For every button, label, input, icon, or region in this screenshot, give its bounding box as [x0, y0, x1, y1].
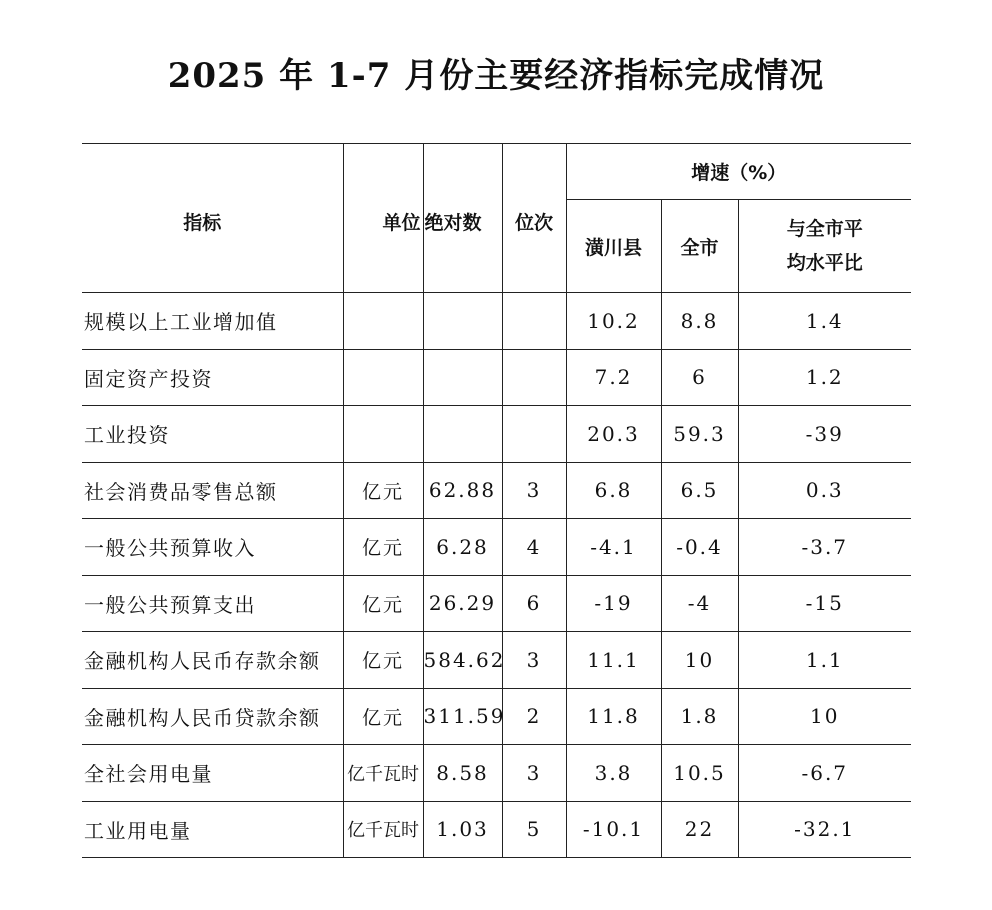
cell-county-growth: 20.3	[566, 406, 661, 463]
cell-city-growth: -4	[661, 575, 738, 632]
cell-absolute: 8.58	[423, 745, 502, 802]
cell-indicator: 一般公共预算支出	[82, 575, 343, 632]
indicators-table	[82, 143, 911, 858]
header-rank: 位次	[502, 144, 566, 293]
cell-absolute	[423, 293, 502, 350]
table-row	[82, 575, 911, 632]
table-row	[82, 293, 911, 350]
cell-city-growth: 10	[661, 632, 738, 689]
cell-indicator: 工业用电量	[82, 801, 343, 858]
table-body	[82, 293, 911, 858]
cell-indicator: 固定资产投资	[82, 349, 343, 406]
cell-county-growth: 11.8	[566, 688, 661, 745]
cell-county-growth: -4.1	[566, 519, 661, 576]
cell-county-growth: 11.1	[566, 632, 661, 689]
table-row	[82, 688, 911, 745]
cell-compare: -39	[738, 406, 911, 463]
cell-absolute: 62.88	[423, 462, 502, 519]
cell-compare: 1.4	[738, 293, 911, 350]
cell-unit: 亿元	[343, 632, 423, 689]
cell-rank: 2	[502, 688, 566, 745]
cell-indicator: 全社会用电量	[82, 745, 343, 802]
cell-unit	[343, 349, 423, 406]
cell-compare: 0.3	[738, 462, 911, 519]
cell-county-growth: 3.8	[566, 745, 661, 802]
cell-indicator: 一般公共预算收入	[82, 519, 343, 576]
cell-absolute: 311.59	[423, 688, 502, 745]
cell-compare: -3.7	[738, 519, 911, 576]
cell-rank	[502, 406, 566, 463]
cell-city-growth: 1.8	[661, 688, 738, 745]
cell-rank: 4	[502, 519, 566, 576]
cell-county-growth: -19	[566, 575, 661, 632]
cell-unit: 亿千瓦时	[343, 801, 423, 858]
cell-indicator: 规模以上工业增加值	[82, 293, 343, 350]
cell-unit: 亿元	[343, 519, 423, 576]
cell-city-growth: 8.8	[661, 293, 738, 350]
cell-city-growth: 10.5	[661, 745, 738, 802]
header-absolute: 绝对数	[423, 144, 502, 293]
header-county: 潢川县	[566, 200, 661, 293]
cell-unit: 亿元	[343, 462, 423, 519]
cell-rank	[502, 293, 566, 350]
cell-city-growth: 59.3	[661, 406, 738, 463]
cell-unit: 亿千瓦时	[343, 745, 423, 802]
cell-indicator: 金融机构人民币贷款余额	[82, 688, 343, 745]
cell-compare: -32.1	[738, 801, 911, 858]
table-row	[82, 462, 911, 519]
cell-absolute: 26.29	[423, 575, 502, 632]
cell-absolute: 1.03	[423, 801, 502, 858]
header-growth: 增速（%）	[566, 144, 911, 200]
cell-city-growth: 22	[661, 801, 738, 858]
cell-indicator: 金融机构人民币存款余额	[82, 632, 343, 689]
header-city: 全市	[661, 200, 738, 293]
cell-city-growth: 6.5	[661, 462, 738, 519]
header-compare	[738, 200, 911, 293]
table-row	[82, 745, 911, 802]
cell-compare: 10	[738, 688, 911, 745]
table-row	[82, 801, 911, 858]
cell-compare: 1.2	[738, 349, 911, 406]
header-compare-line1: 与全市平	[786, 218, 863, 240]
table-row	[82, 406, 911, 463]
cell-city-growth: -0.4	[661, 519, 738, 576]
cell-compare: -15	[738, 575, 911, 632]
page-title: 2025 年 1-7 月份主要经济指标完成情况	[167, 56, 825, 96]
cell-rank: 6	[502, 575, 566, 632]
header-indicator: 指标	[82, 144, 343, 293]
cell-unit	[343, 406, 423, 463]
header-compare-line2: 均水平比	[786, 252, 863, 274]
cell-rank: 3	[502, 462, 566, 519]
cell-indicator: 社会消费品零售总额	[82, 462, 343, 519]
cell-city-growth: 6	[661, 349, 738, 406]
cell-unit	[343, 293, 423, 350]
cell-county-growth: 10.2	[566, 293, 661, 350]
cell-unit: 亿元	[343, 688, 423, 745]
cell-absolute	[423, 349, 502, 406]
cell-county-growth: -10.1	[566, 801, 661, 858]
cell-rank: 3	[502, 632, 566, 689]
cell-county-growth: 7.2	[566, 349, 661, 406]
cell-absolute: 584.62	[423, 632, 502, 689]
cell-rank: 5	[502, 801, 566, 858]
cell-unit: 亿元	[343, 575, 423, 632]
cell-absolute	[423, 406, 502, 463]
table-row	[82, 519, 911, 576]
header-unit: 单位	[343, 144, 423, 293]
table-row	[82, 632, 911, 689]
cell-rank	[502, 349, 566, 406]
cell-rank: 3	[502, 745, 566, 802]
cell-county-growth: 6.8	[566, 462, 661, 519]
cell-absolute: 6.28	[423, 519, 502, 576]
table-row	[82, 349, 911, 406]
cell-indicator: 工业投资	[82, 406, 343, 463]
cell-compare: 1.1	[738, 632, 911, 689]
cell-compare: -6.7	[738, 745, 911, 802]
